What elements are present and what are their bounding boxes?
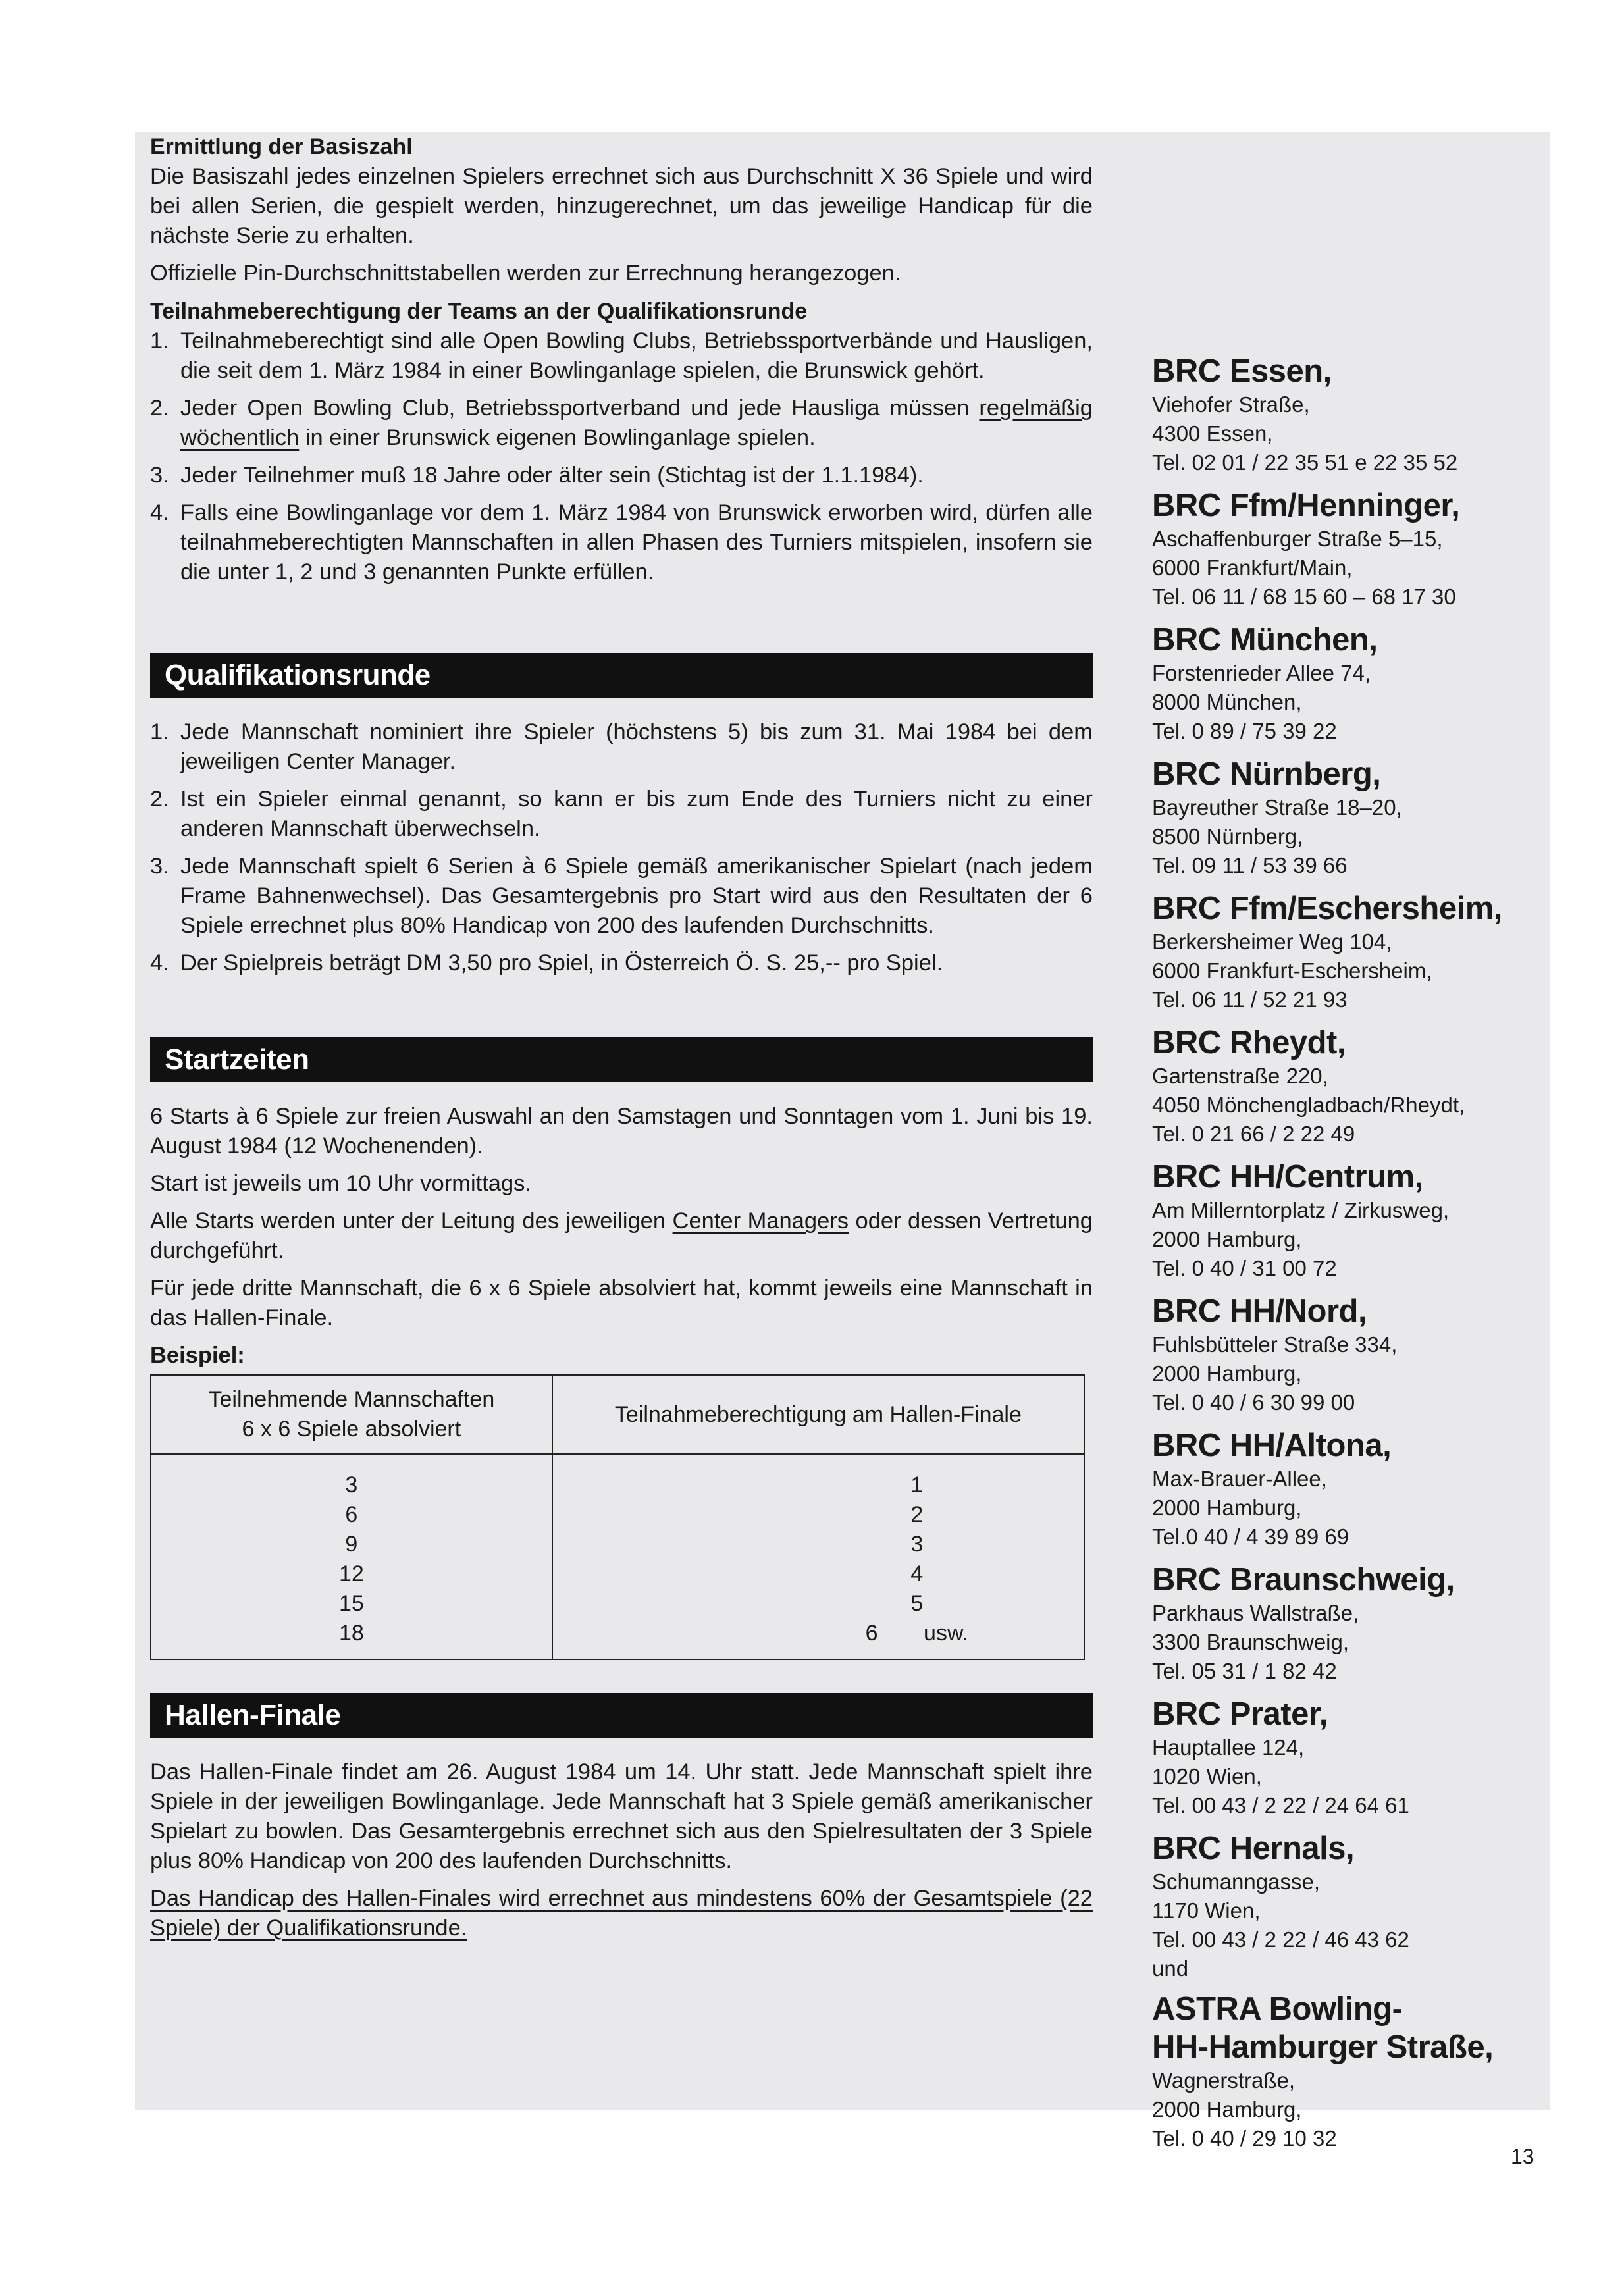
cell-suffix: usw. — [924, 1621, 969, 1646]
center-city: 4300 Essen, — [1152, 421, 1273, 446]
list-item — [150, 717, 1093, 777]
center-phone: Tel. 0 21 66 / 2 22 49 — [1152, 1122, 1355, 1146]
table-header-qualified: Teilnahmeberechtigung am Hallen-Finale — [552, 1375, 1084, 1454]
center-entry — [1152, 1426, 1560, 1551]
cell-value: 1 — [910, 1473, 924, 1498]
startzeiten-banner: Startzeiten — [150, 1037, 1093, 1082]
center-city: 8500 Nürnberg, — [1152, 824, 1303, 848]
startzeiten-start-time: Start ist jeweils um 10 Uhr vormittags. — [150, 1171, 532, 1196]
header-line: 6 x 6 Spiele absolviert — [242, 1417, 461, 1442]
list-item — [150, 498, 1093, 587]
underlined-text: Center Managers — [672, 1209, 849, 1234]
cell-value: 4 — [910, 1561, 924, 1586]
list-item — [150, 949, 1093, 978]
cell-value: 15 — [338, 1591, 364, 1616]
cell-value: 3 — [345, 1473, 358, 1498]
center-city: 2000 Hamburg, — [1152, 1496, 1302, 1520]
list-number: 1. — [150, 328, 169, 353]
center-name: BRC Rheydt, — [1152, 1025, 1346, 1060]
center-name: BRC München, — [1152, 622, 1378, 658]
center-name: ASTRA Bowling- — [1152, 1991, 1403, 2027]
cell-value — [757, 1619, 1077, 1648]
center-phone: Tel. 0 40 / 31 00 72 — [1152, 1256, 1337, 1280]
list-text: Jede Mannschaft nominiert ihre Spieler (höchstens 5) bis zum 31. Mai 1984 bei dem jeweiligen Center Manager. — [180, 719, 1093, 774]
list-item — [150, 394, 1093, 453]
center-city: 6000 Frankfurt-Eschersheim, — [1152, 958, 1432, 983]
center-street: Parkhaus Wallstraße, — [1152, 1601, 1359, 1625]
list-text: Jede Mannschaft spielt 6 Serien à 6 Spiele gemäß amerikanischer Spielart (nach jedem Frame Bahnenwechsel). Das Gesamtergebnis pro Start wird aus den Resultaten der 6 Spiele errechnet plus 80% Handicap von 200 des laufenden Durchschnitts. — [180, 854, 1093, 938]
center-city: 1020 Wien, — [1152, 1764, 1262, 1788]
center-city: 1170 Wien, — [1152, 1898, 1261, 1923]
list-number: 4. — [150, 951, 169, 976]
startzeiten-leitung — [150, 1207, 1093, 1266]
center-address-list — [1152, 352, 1560, 2162]
list-number: 4. — [150, 500, 169, 525]
hallenfinale-banner: Hallen-Finale — [150, 1693, 1093, 1738]
underlined-text: regelmäßig wöchentlich — [180, 396, 1093, 450]
center-entry — [1152, 1695, 1560, 1820]
teilnahme-heading: Teilnahmeberechtigung der Teams an der Qualifikationsrunde — [150, 299, 808, 324]
center-street: Berkersheimer Weg 104, — [1152, 929, 1392, 954]
center-street: Bayreuther Straße 18–20, — [1152, 795, 1402, 820]
list-text: Ist ein Spieler einmal genannt, so kann er bis zum Ende des Turniers nicht zu einer anderen Mannschaft überwechseln. — [180, 787, 1093, 841]
center-name: BRC HH/Centrum, — [1152, 1159, 1423, 1195]
hallenfinale-paragraph: Das Hallen-Finale findet am 26. August 1984 um 14. Uhr statt. Jede Mannschaft spielt ihre Spiele in der jeweiligen Bowlinganlage. Jede Mannschaft hat 3 Spiele gemäß amerikanischer Spielart zu bowlen. Das Gesamtergebnis errechnet sich aus den Spielresultaten der 3 Spiele plus 80% Handicap von 200 des laufenden Durchschnitts. — [150, 1760, 1093, 1873]
center-street: Schumanngasse, — [1152, 1869, 1320, 1894]
center-phone: Tel. 0 40 / 6 30 99 00 — [1152, 1390, 1355, 1415]
center-phone: Tel. 05 31 / 1 82 42 — [1152, 1659, 1337, 1683]
cell-value: 5 — [910, 1591, 924, 1616]
table-cell-qualified — [552, 1454, 1084, 1659]
basiszahl-heading: Ermittlung der Basiszahl — [150, 134, 413, 159]
center-name: HH-Hamburger Straße, — [1152, 2029, 1494, 2065]
center-entry — [1152, 621, 1560, 746]
center-street: Gartenstraße 220, — [1152, 1064, 1328, 1088]
list-item — [150, 852, 1093, 941]
list-item — [150, 461, 1093, 490]
center-name: BRC Braunschweig, — [1152, 1562, 1455, 1598]
center-city: 6000 Frankfurt/Main, — [1152, 556, 1353, 580]
center-street: Max-Brauer-Allee, — [1152, 1467, 1327, 1491]
center-entry — [1152, 1158, 1560, 1283]
center-entry — [1152, 1024, 1560, 1149]
cell-value: 3 — [910, 1532, 924, 1557]
table-header-row — [151, 1375, 1084, 1454]
center-entry — [1152, 1292, 1560, 1417]
astra-entry — [1152, 1990, 1560, 2153]
center-phone: Tel. 00 43 / 2 22 / 24 64 61 — [1152, 1793, 1409, 1817]
example-table — [150, 1374, 1085, 1660]
list-item — [150, 326, 1093, 386]
list-text: Der Spielpreis beträgt DM 3,50 pro Spiel, in Österreich Ö. S. 25,-- pro Spiel. — [180, 951, 943, 976]
table-row — [151, 1454, 1084, 1659]
list-number: 2. — [150, 396, 169, 421]
startzeiten-paragraph: 6 Starts à 6 Spiele zur freien Auswahl an den Samstagen und Sonntagen vom 1. Juni bis 19. August 1984 (12 Wochenenden). — [150, 1104, 1093, 1159]
center-city: 2000 Hamburg, — [1152, 1361, 1302, 1386]
center-phone: Tel. 06 11 / 68 15 60 – 68 17 30 — [1152, 585, 1456, 609]
center-phone: Tel. 0 40 / 29 10 32 — [1152, 2126, 1337, 2151]
table-cell-teams — [151, 1454, 552, 1659]
list-number: 3. — [150, 854, 169, 879]
center-street: Viehofer Straße, — [1152, 392, 1310, 417]
center-name: BRC Nürnberg, — [1152, 756, 1381, 792]
list-item — [150, 785, 1093, 844]
list-number: 1. — [150, 719, 169, 744]
main-column — [150, 132, 1093, 1951]
center-phone: Tel. 06 11 / 52 21 93 — [1152, 987, 1348, 1012]
teilnahme-list — [150, 326, 1093, 587]
center-street: Am Millerntorplatz / Zirkusweg, — [1152, 1198, 1450, 1222]
cell-value: 18 — [338, 1621, 364, 1646]
center-street: Fuhlsbütteler Straße 334, — [1152, 1332, 1398, 1357]
text-fragment: oder dessen Vertretung durchgeführt. — [150, 1209, 1093, 1263]
center-phone: Tel. 09 11 / 53 39 66 — [1152, 853, 1348, 877]
cell-value: 6 — [345, 1502, 358, 1527]
center-entry — [1152, 889, 1560, 1014]
list-text: Jeder Open Bowling Club, Betriebssportverband und jede Hausliga müssen — [180, 396, 970, 421]
basiszahl-paragraph: Die Basiszahl jedes einzelnen Spielers errechnet sich aus Durchschnitt X 36 Spiele und wird bei allen Serien, die gespielt werden, hinzugerechnet, um das jeweilige Handicap für die nächste Serie zu erhalten. — [150, 164, 1093, 248]
center-street: Hauptallee 124, — [1152, 1735, 1305, 1760]
example-label: Beispiel: — [150, 1343, 245, 1368]
center-entry — [1152, 1561, 1560, 1686]
center-entry — [1152, 1829, 1560, 1954]
center-name: BRC Essen, — [1152, 353, 1332, 389]
center-entry — [1152, 755, 1560, 880]
cell-value: 9 — [345, 1532, 358, 1557]
qualifikation-list — [150, 717, 1093, 978]
center-city: 2000 Hamburg, — [1152, 2097, 1302, 2122]
center-name: BRC HH/Nord, — [1152, 1293, 1367, 1329]
hallenfinale-handicap-note: Das Handicap des Hallen-Finales wird errechnet aus mindestens 60% der Gesamtspiele (22 Spiele) der Qualifikationsrunde. — [150, 1886, 1093, 1941]
center-name: BRC HH/Altona, — [1152, 1428, 1392, 1463]
center-phone: Tel. 0 89 / 75 39 22 — [1152, 719, 1337, 743]
center-phone: Tel. 00 43 / 2 22 / 46 43 62 — [1152, 1927, 1409, 1952]
center-entry — [1152, 486, 1560, 612]
cell-value: 2 — [910, 1502, 924, 1527]
und-label: und — [1152, 1956, 1189, 1981]
center-name: BRC Ffm/Eschersheim, — [1152, 891, 1502, 926]
center-phone: Tel.0 40 / 4 39 89 69 — [1152, 1525, 1349, 1549]
cell-value: 12 — [338, 1561, 364, 1586]
list-text: Teilnahmeberechtigt sind alle Open Bowling Clubs, Betriebssportverbände und Hausligen, die seit dem 1. März 1984 in einer Bowlinganlage spielen, die Brunswick gehört. — [180, 328, 1093, 383]
text-fragment: Alle Starts werden unter der Leitung des jeweiligen — [150, 1209, 666, 1234]
center-city: 8000 München, — [1152, 690, 1302, 714]
page-number: 13 — [1511, 2145, 1534, 2168]
table-header-teams — [151, 1375, 552, 1454]
center-city: 4050 Mönchengladbach/Rheydt, — [1152, 1093, 1465, 1117]
center-street: Wagnerstraße, — [1152, 2068, 1296, 2093]
cell-number: 6 — [865, 1621, 878, 1646]
qualifikationsrunde-banner: Qualifikationsrunde — [150, 653, 1093, 698]
startzeiten-hallenfinale-rule: Für jede dritte Mannschaft, die 6 x 6 Spiele absolviert hat, kommt jeweils eine Mannschaft in das Hallen-Finale. — [150, 1276, 1093, 1330]
center-street: Aschaffenburger Straße 5–15, — [1152, 527, 1443, 551]
center-street: Forstenrieder Allee 74, — [1152, 661, 1371, 685]
list-number: 2. — [150, 787, 169, 812]
center-name: BRC Hernals, — [1152, 1831, 1355, 1866]
center-city: 3300 Braunschweig, — [1152, 1630, 1349, 1654]
center-entry — [1152, 352, 1560, 477]
center-phone: Tel. 02 01 / 22 35 51 e 22 35 52 — [1152, 450, 1458, 475]
list-text: Falls eine Bowlinganlage vor dem 1. März 1984 von Brunswick erworben wird, dürfen alle teilnahmeberechtigten Mannschaften in allen Phasen des Turniers mitspielen, insofern sie die unter 1, 2 und 3 genannten Punkte erfüllen. — [180, 500, 1093, 585]
basiszahl-note: Offizielle Pin-Durchschnittstabellen werden zur Errechnung herangezogen. — [150, 261, 901, 286]
list-number: 3. — [150, 463, 169, 488]
center-city: 2000 Hamburg, — [1152, 1227, 1302, 1251]
center-name: BRC Prater, — [1152, 1696, 1328, 1732]
list-text: Jeder Teilnehmer muß 18 Jahre oder älter sein (Stichtag ist der 1.1.1984). — [180, 463, 924, 488]
center-name: BRC Ffm/Henninger, — [1152, 488, 1460, 523]
list-text: in einer Brunswick eigenen Bowlinganlage spielen. — [305, 425, 816, 450]
header-line: Teilnehmende Mannschaften — [208, 1387, 495, 1412]
